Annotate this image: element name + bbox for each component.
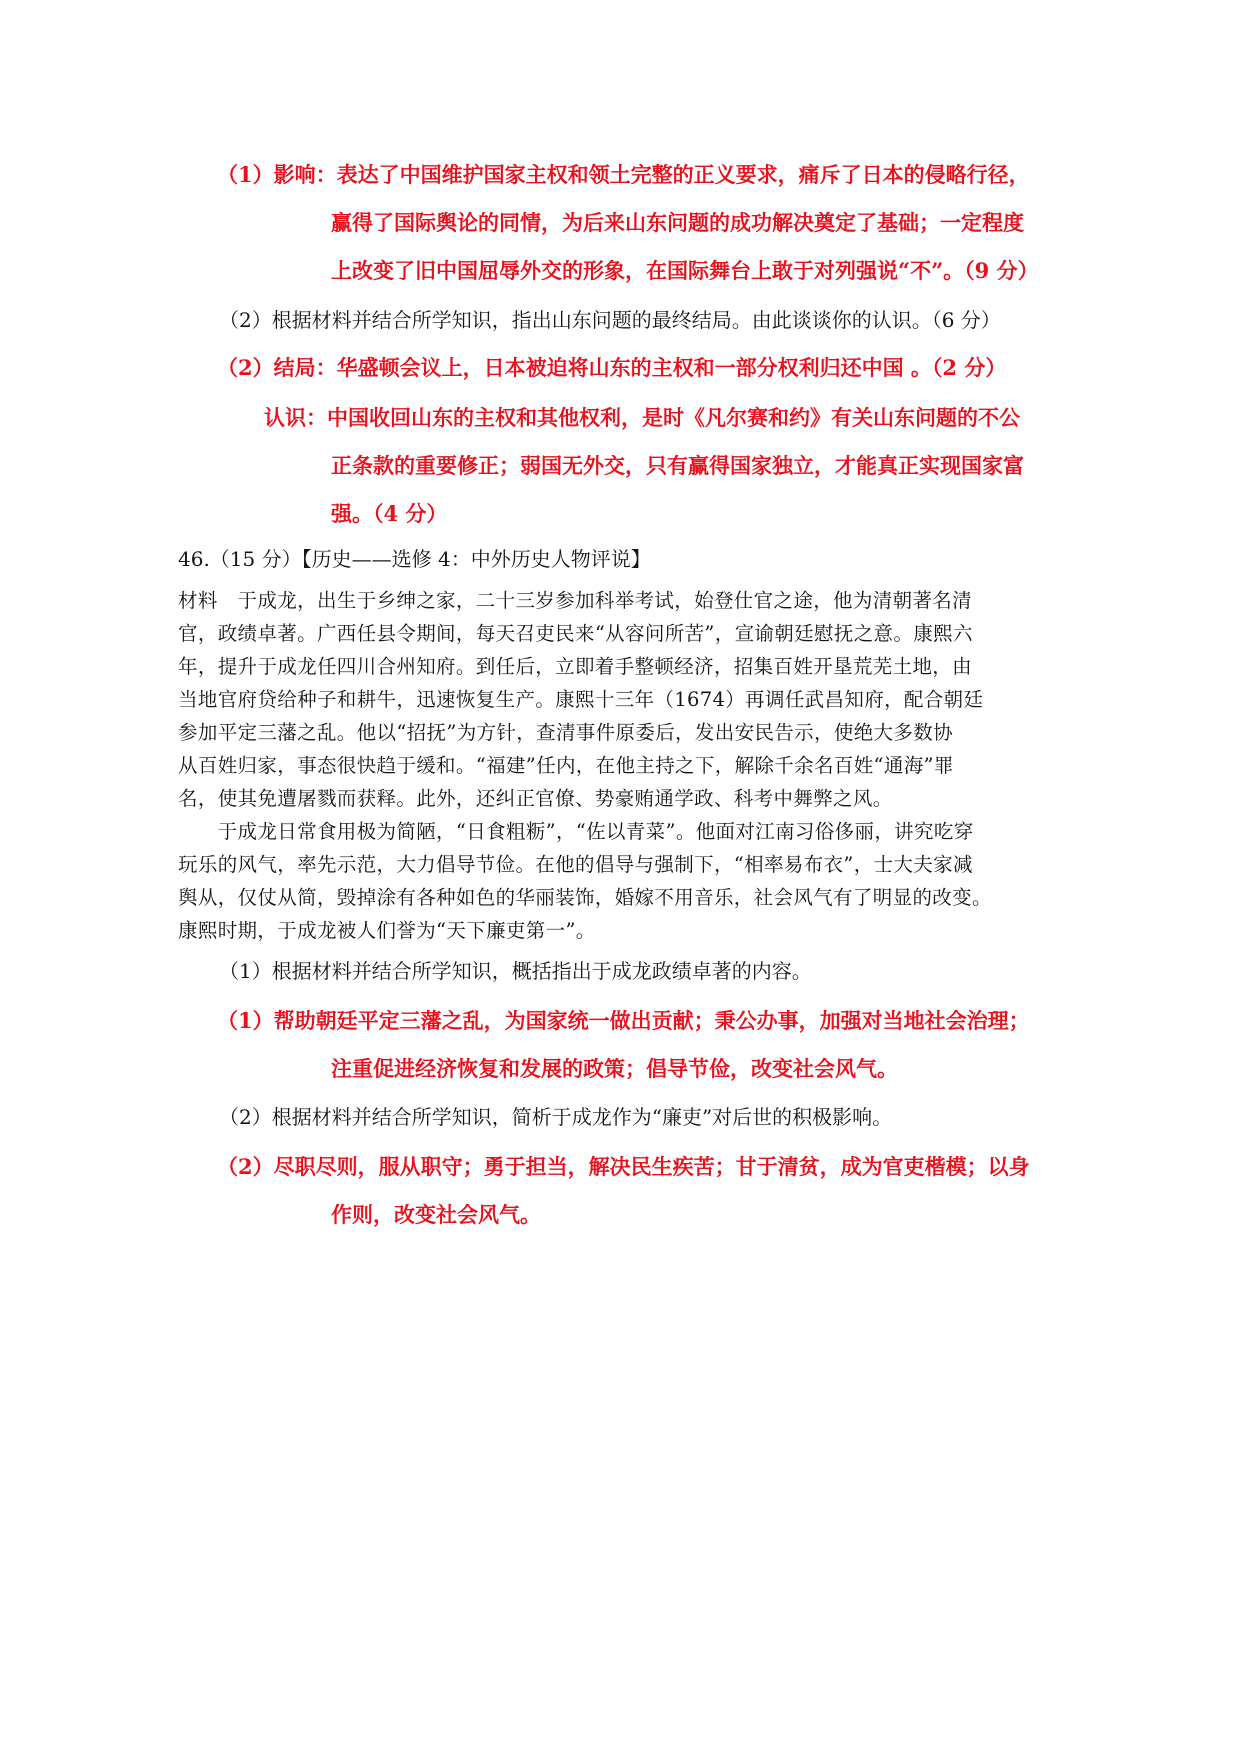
q46-answer1-line2: 注重促进经济恢复和发展的政策；倡导节俭，改变社会风气。 xyxy=(331,1056,898,1081)
q46-question1: （1）根据材料并结合所学知识，概括指出于成龙政绩卓著的内容。 xyxy=(219,959,812,983)
q46-material-line7: 名，使其免遭屠戮而获释。此外，还纠正官僚、势豪贿通学政、科考中舞弊之风。 xyxy=(178,787,893,810)
q46-heading: 46.（15 分）【历史——选修 4：中外历史人物评说】 xyxy=(178,547,651,571)
q45-answer1-line1: （1）影响：表达了中国维护国家主权和领土完整的正义要求，痛斥了日本的侵略行径， xyxy=(217,162,1030,187)
q46-material-line8: 于成龙日常食用极为简陋，“日食粗粝”，“佐以青菜”。他面对江南习俗侈丽，讲究吃穿 xyxy=(178,820,974,843)
q46-material-line3: 年，提升于成龙任四川合州知府。到任后，立即着手整顿经济，招集百姓开垦荒芜土地，由 xyxy=(178,655,973,678)
q45-answer2-line3: 正条款的重要修正；弱国无外交，只有赢得国家独立，才能真正实现国家富 xyxy=(331,453,1024,478)
q46-material-line2: 官，政绩卓著。广西任县令期间，每天召吏民来“从容问所苦”，宣谕朝廷慰抚之意。康熙六 xyxy=(178,622,973,645)
q45-answer2-line4: 强。（4 分） xyxy=(331,501,448,526)
q46-material-line4: 当地官府贷给种子和耕牛，迅速恢复生产。康熙十三年（1674）再调任武昌知府，配合朝廷 xyxy=(178,688,984,711)
q46-question2: （2）根据材料并结合所学知识，简析于成龙作为“廉吏”对后世的积极影响。 xyxy=(219,1105,893,1129)
q45-answer2-line2: 认识：中国收回山东的主权和其他权利，是时《凡尔赛和约》有关山东问题的不公 xyxy=(264,405,1020,430)
q46-material-line9: 玩乐的风气，率先示范，大力倡导节俭。在他的倡导与强制下，“相率易布衣”，士大夫家减 xyxy=(178,853,973,876)
q45-question2: （2）根据材料并结合所学知识，指出山东问题的最终结局。由此谈谈你的认识。（6 分） xyxy=(219,308,1001,332)
q46-material-line6: 从百姓归家，事态很快趋于缓和。“福建”任内，在他主持之下，解除千余名百姓“通海”罪 xyxy=(178,754,954,777)
q46-answer1-line1: （1）帮助朝廷平定三藩之乱，为国家统一做出贡献；秉公办事，加强对当地社会治理； xyxy=(217,1008,1030,1033)
q45-answer1-line2: 赢得了国际舆论的同情，为后来山东问题的成功解决奠定了基础；一定程度 xyxy=(331,210,1024,235)
q46-material-line5: 参加平定三藩之乱。他以“招抚”为方针，查清事件原委后，发出安民告示，使绝大多数协 xyxy=(178,721,953,744)
q46-answer2-line2: 作则，改变社会风气。 xyxy=(331,1202,541,1227)
q46-material-line1: 材料 于成龙，出生于乡绅之家，二十三岁参加科举考试，始登仕官之途，他为清朝著名清 xyxy=(178,589,973,612)
q45-answer2-line1: （2）结局：华盛顿会议上，日本被迫将山东的主权和一部分权利归还中国 。（2 分） xyxy=(217,355,1007,380)
q46-answer2-line1: （2）尽职尽则，服从职守；勇于担当，解决民生疾苦；甘于清贫，成为官吏楷模；以身 xyxy=(217,1154,1030,1179)
q45-answer1-line3: 上改变了旧中国屈辱外交的形象，在国际舞台上敢于对列强说“不”。（9 分） xyxy=(331,258,1039,283)
q46-material-line11: 康熙时期，于成龙被人们誉为“天下廉吏第一”。 xyxy=(178,919,596,942)
q46-material-line10: 舆从，仅仗从简，毁掉涂有各种如色的华丽装饰，婚嫁不用音乐，社会风气有了明显的改变。 xyxy=(178,886,992,909)
